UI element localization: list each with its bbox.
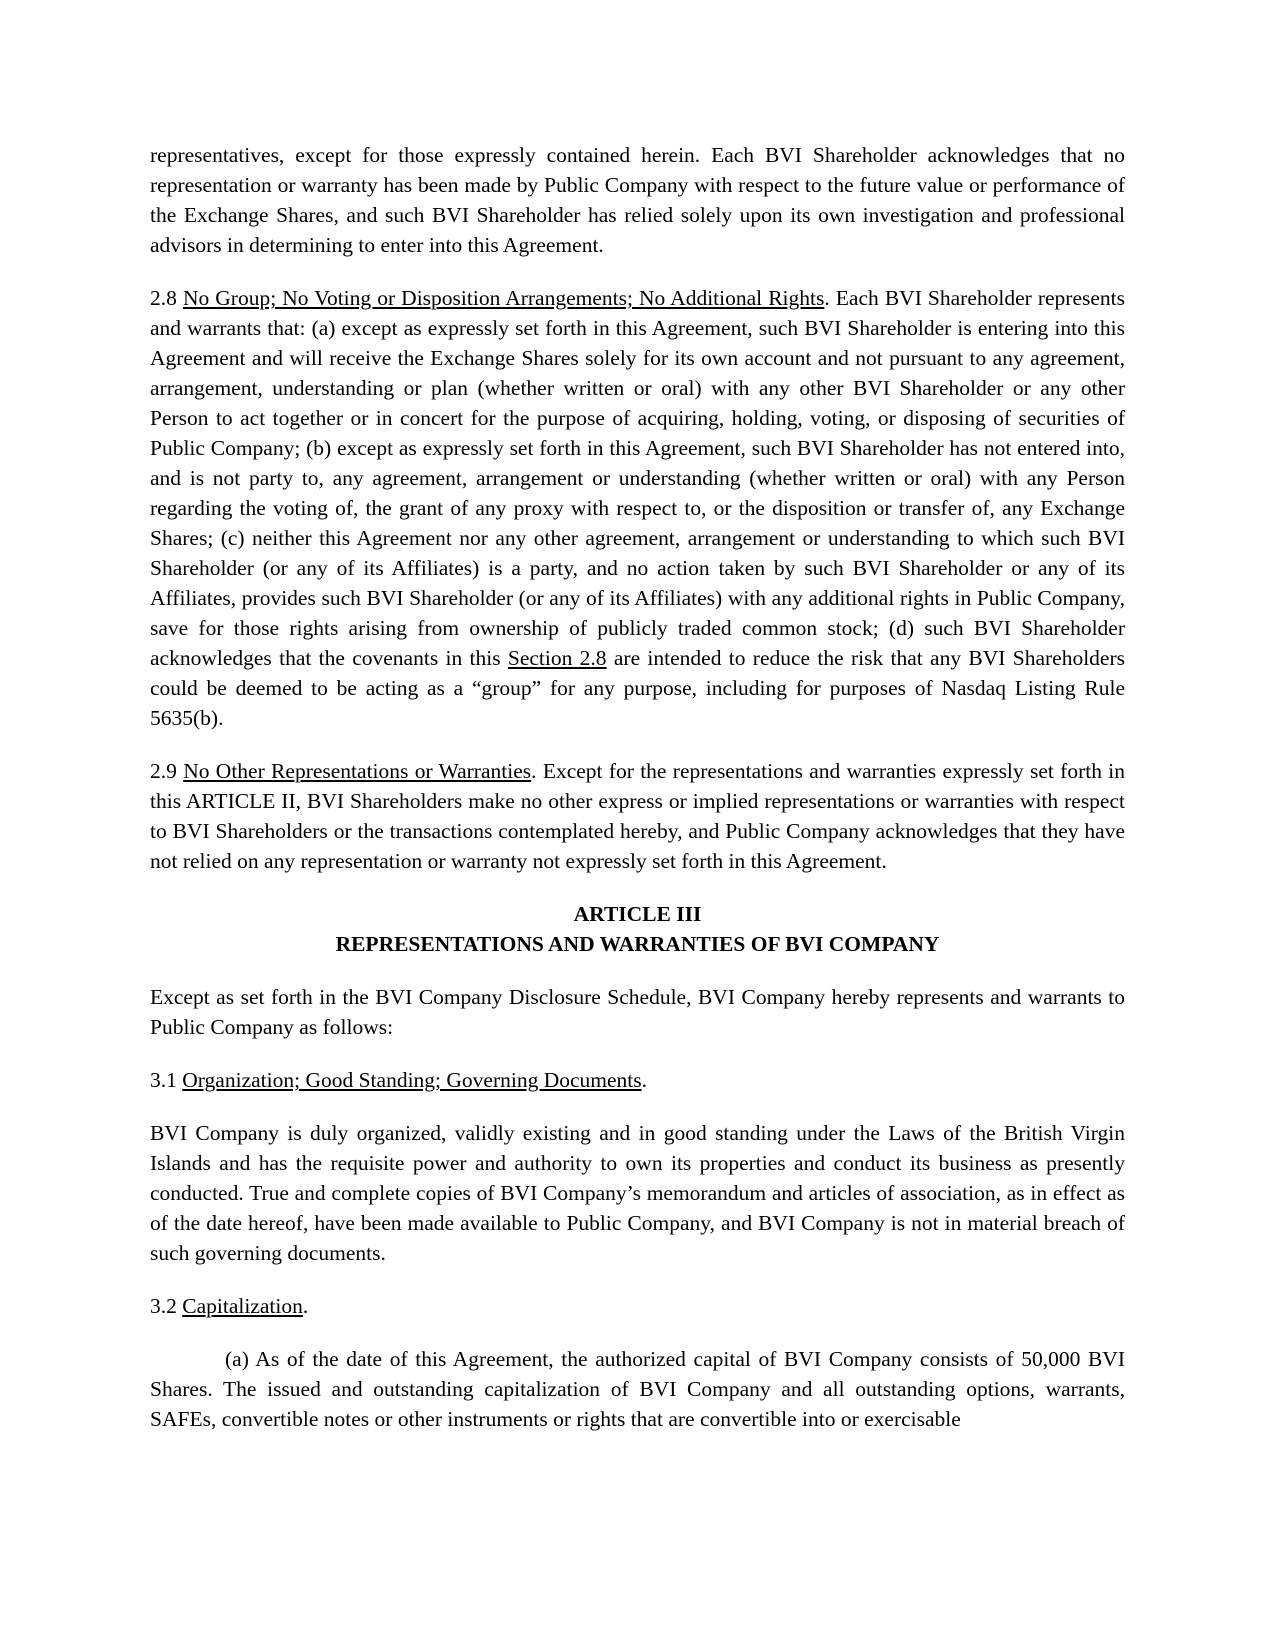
section-2-9-body: . Except for the representations and warranties expressly set forth in this ARTICLE II, BVI Shareholders make no other express or implied representations or warranties with respect to BVI Shareholders or the transactions contemplated hereby, and Public Company acknowledges that they have not relied on any representation or warranty not expressly set forth in this Agreement. [150, 759, 1125, 873]
section-3-2-title: Capitalization [182, 1294, 303, 1318]
section-3-1-suffix: . [641, 1068, 648, 1092]
document-page [150, 140, 1125, 1457]
section-2-8-title: No Group; No Voting or Disposition Arrangements; No Additional Rights [182, 286, 825, 310]
section-3-1-heading [150, 1065, 1125, 1095]
section-2-8-cross-reference: Section 2.8 [507, 646, 607, 670]
section-3-1-number: 3.1 [150, 1068, 177, 1092]
article-3-intro: Except as set forth in the BVI Company Disclosure Schedule, BVI Company hereby represents and warrants to Public Company as follows: [150, 985, 1125, 1039]
article-3-heading [150, 899, 1125, 959]
section-2-8-paragraph [150, 283, 1125, 733]
section-3-2-heading [150, 1291, 1125, 1321]
section-2-8-number: 2.8 [150, 286, 177, 310]
section-2-9-paragraph [150, 756, 1125, 876]
section-2-9-number: 2.9 [150, 759, 177, 783]
section-3-1-title: Organization; Good Standing; Governing Documents [182, 1068, 642, 1092]
section-2-9-title: No Other Representations or Warranties [183, 759, 532, 783]
section-2-8-body-part2: are intended to reduce the risk that any BVI Shareholders could be deemed to be acting as a “group” for any purpose, including for purposes of Nasdaq Listing Rule 5635(b). [150, 646, 1125, 730]
section-3-2-paragraph-a: (a) As of the date of this Agreement, the authorized capital of BVI Company consists of 50,000 BVI Shares. The issued and outstanding capitalization of BVI Company and all outstanding options, warrants, SAFEs, convertible notes or other instruments or rights that are convertible into or exercisable [150, 1347, 1125, 1431]
article-3-title: REPRESENTATIONS AND WARRANTIES OF BVI COMPANY [335, 932, 940, 956]
article-3-label: ARTICLE III [573, 902, 702, 926]
continuation-paragraph: representatives, except for those expressly contained herein. Each BVI Shareholder acknowledges that no representation or warranty has been made by Public Company with respect to the future value or performance of the Exchange Shares, and such BVI Shareholder has relied solely upon its own investigation and professional advisors in determining to enter into this Agreement. [150, 143, 1125, 257]
section-3-1-body: BVI Company is duly organized, validly existing and in good standing under the Laws of the British Virgin Islands and has the requisite power and authority to own its properties and conduct its business as presently conducted. True and complete copies of BVI Company’s memorandum and articles of association, as in effect as of the date hereof, have been made available to Public Company, and BVI Company is not in material breach of such governing documents. [150, 1121, 1125, 1265]
section-3-2-suffix: . [302, 1294, 309, 1318]
section-2-8-body-part1: . Each BVI Shareholder represents and warrants that: (a) except as expressly set forth in this Agreement, such BVI Shareholder is entering into this Agreement and will receive the Exchange Shares solely for its own account and not pursuant to any agreement, arrangement, understanding or plan (whether written or oral) with any other BVI Shareholder or any other Person to act together or in concert for the purpose of acquiring, holding, voting, or disposing of securities of Public Company; (b) except as expressly set forth in this Agreement, such BVI Shareholder has not entered into, and is not party to, any agreement, arrangement or understanding (whether written or oral) with any Person regarding the voting of, the grant of any proxy with respect to, or the disposition or transfer of, any Exchange Shares; (c) neither this Agreement nor any other agreement, arrangement or understanding to which such BVI Shareholder (or any of its Affiliates) is a party, and no action taken by such BVI Shareholder or any of its Affiliates, provides such BVI Shareholder (or any of its Affiliates) with any additional rights in Public Company, save for those rights arising from ownership of publicly traded common stock; (d) such BVI Shareholder acknowledges that the covenants in this [150, 286, 1126, 670]
section-3-2-number: 3.2 [150, 1294, 177, 1318]
